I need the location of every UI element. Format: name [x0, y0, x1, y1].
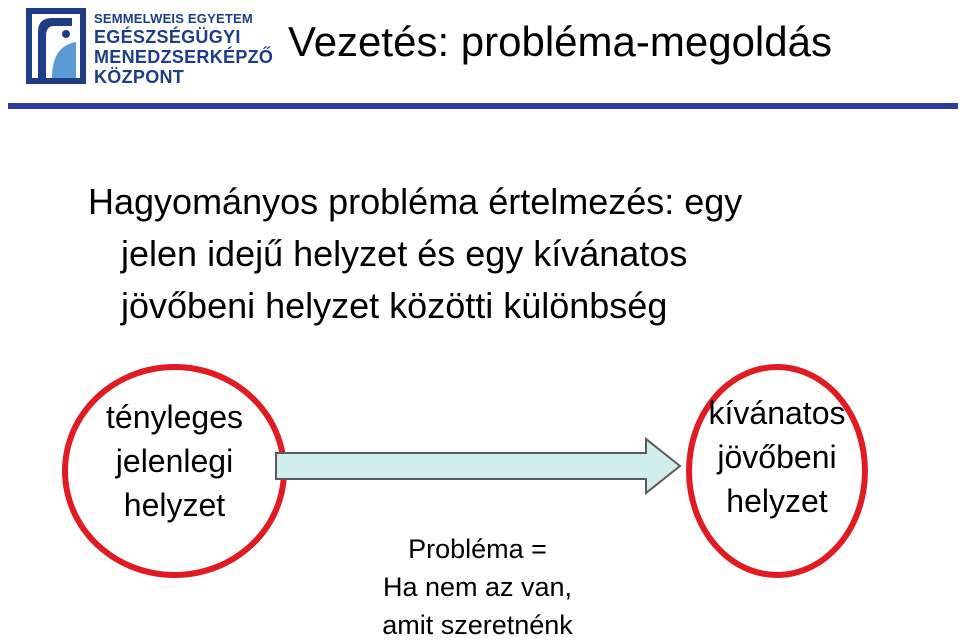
desired-state-circle	[686, 364, 868, 578]
logo	[24, 6, 274, 90]
definition-line-1: Hagyományos probléma értelmezés: egy	[88, 181, 743, 222]
definition-line-2: jelen idejű helyzet és egy kívánatos	[121, 233, 688, 274]
caption-line-2: Ha nem az van,	[382, 572, 573, 602]
current-state-line-1: tényleges	[106, 399, 243, 435]
logo-line-2: EGÉSZSÉGÜGYI	[94, 27, 241, 47]
semmelweis-logo-icon	[24, 6, 88, 86]
definition-line-3: jövőbeni helyzet közötti különbség	[121, 285, 668, 326]
current-state-circle	[62, 364, 287, 578]
caption-line-3: amit szeretnénk	[382, 610, 573, 640]
caption-line-1: Probléma =	[408, 534, 547, 564]
logo-text	[94, 10, 273, 87]
transition-arrow	[274, 436, 684, 496]
desired-state-line-2: jövőbeni	[717, 439, 837, 475]
slide-title: Vezetés: probléma-megoldás	[288, 18, 832, 65]
desired-state-line-1: kívánatos	[708, 395, 846, 431]
desired-state-label	[709, 391, 846, 523]
current-state-line-2: jelenlegi	[115, 443, 234, 479]
logo-line-1: SEMMELWEIS EGYETEM	[94, 11, 253, 26]
current-state-label	[106, 395, 243, 527]
definition-text	[88, 176, 742, 332]
logo-line-4: KÖZPONT	[94, 67, 185, 87]
desired-state-line-3: helyzet	[726, 483, 828, 519]
title-divider	[8, 103, 958, 109]
current-state-line-3: helyzet	[123, 487, 226, 523]
logo-line-3: MENEDZSERKÉPZŐ	[94, 47, 274, 67]
problem-caption	[340, 530, 615, 644]
